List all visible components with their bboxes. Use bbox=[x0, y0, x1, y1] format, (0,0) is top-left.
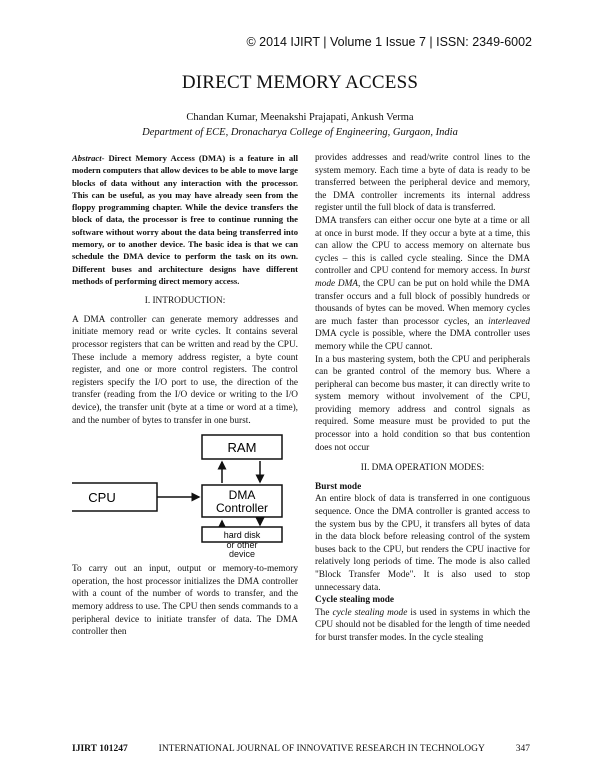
paper-title: DIRECT MEMORY ACCESS bbox=[181, 72, 419, 93]
disk-label-line2: or other bbox=[226, 540, 258, 551]
cycle-pre: The bbox=[315, 607, 333, 618]
p2-em-interleaved: interleaved bbox=[488, 316, 530, 327]
ram-label: RAM bbox=[227, 440, 257, 456]
intro-paragraph-1: A DMA controller can generate memory addresses and initiate memory read or write cycles. It contains several processor registers that can be written and read by the CPU. These include a memory address register, a byte count register, and one or more control registers. The control registers specify the I/O port to use, the direction of the transfer (reading from the I/O device or writing to the I/O device), the transfer unit (byte at a time or word at a time), and the number of bytes to transfer in one burst. bbox=[72, 314, 298, 426]
p2-text-a: DMA transfers can either occur one byte at a time or all at once in burst mode. If they occur a byte at a time, this can allow the CPU to access memory on alternate bus cycles – this is called cycle stealing. Since the DMA controller and CPU contend for memory access. In bbox=[315, 215, 530, 277]
footer-paper-code: IJIRT 101247 bbox=[72, 744, 128, 754]
paper-authors: Chandan Kumar, Meenakshi Prajapati, Ankush Verma bbox=[186, 112, 414, 123]
right-paragraph-3: In a bus mastering system, both the CPU and peripherals can be granted control of the memory bus. Where a peripheral can become bus master, it can directly write to system memory without involvement of the CPU, providing memory address and control signals as required. Some measure must be provided to put the processor into a hold condition so that bus contention does not occur bbox=[315, 354, 530, 453]
p2-em-burst: burst mode DMA bbox=[315, 266, 530, 289]
burst-mode-heading: Burst mode bbox=[315, 481, 362, 492]
right-paragraph-2 bbox=[315, 215, 530, 354]
paper-affiliation: Department of ECE, Dronacharya College of Engineering, Gurgaon, India bbox=[142, 127, 458, 138]
abstract-label: Abstract- bbox=[72, 153, 105, 163]
disk-label-line3: device bbox=[228, 549, 255, 560]
dma-block-diagram bbox=[72, 433, 298, 543]
p2-text-b: , the CPU can be put on hold while the DMA transfer occurs and a full block of possibly hundreds or thousands of bytes can be moved. When memory cycles are much faster than processor cycles, an bbox=[315, 278, 530, 327]
disk-label-line1: hard disk bbox=[223, 530, 261, 541]
section-heading-introduction: I. INTRODUCTION: bbox=[144, 296, 226, 307]
section-heading-operation-modes: II. DMA OPERATION MODES: bbox=[360, 463, 485, 474]
right-paragraph-1: provides addresses and read/write control lines to the system memory. Each time a byte of data is ready to be transferred between the peripheral device and memory, the DMA controller increments its internal address register until the full block of data is transferred. bbox=[315, 153, 530, 214]
disk-extra-labels bbox=[72, 541, 298, 559]
cycle-text: is used in systems in which the CPU should not be disabled for the length of time needed for burst transfer modes. In the cycle stealing bbox=[315, 607, 530, 643]
right-column bbox=[315, 152, 530, 645]
burst-mode-text: An entire block of data is transferred in one contiguous sequence. Once the DMA controller is granted access to the system bus by the CPU, it transfers all bytes of data in the data block before releasing control of the system buses back to the CPU, but renders the CPU inactive for relatively long periods of time. The mode is also called "Block Transfer Mode". It is also used to stop unnecessary data. bbox=[315, 494, 530, 593]
footer-page-number: 347 bbox=[515, 744, 530, 754]
journal-header: © 2014 IJIRT | Volume 1 Issue 7 | ISSN: 2349-6002 bbox=[246, 35, 532, 49]
abstract bbox=[72, 152, 298, 287]
cycle-stealing-heading: Cycle stealing mode bbox=[315, 595, 395, 606]
left-column bbox=[72, 152, 298, 639]
p2-text-c: DMA cycle is possible, where the DMA controller uses memory while the CPU cannot. bbox=[315, 329, 530, 352]
dma-label-line1: DMA bbox=[228, 488, 256, 503]
cpu-label: CPU bbox=[88, 490, 116, 506]
cycle-em: cycle stealing mode bbox=[332, 607, 408, 618]
cycle-stealing-text bbox=[315, 607, 530, 645]
page-footer bbox=[72, 744, 530, 754]
dma-label-line2: Controller bbox=[215, 501, 269, 516]
footer-journal-name: INTERNATIONAL JOURNAL OF INNOVATIVE RESEARCH IN TECHNOLOGY bbox=[158, 744, 485, 754]
abstract-text: Direct Memory Access (DMA) is a feature in all modern computers that allow devices to be able to move large blocks of data without any interaction with the processor. This can be useful, as you may have already seen from the floppy programming chapter. While the device transfers the block of data, the processor is free to continue running the software without worry about the data being transferred into memory, or to another device. The basic idea is that we can schedule the DMA device to perform the task on its own. Different buses and architecture designs have different methods of performing direct memory access. bbox=[72, 153, 298, 286]
intro-paragraph-2: To carry out an input, output or memory-to-memory operation, the host processor initializes the DMA controller with a count of the number of words to transfer, and the memory address to use. The CPU then sends commands to a peripheral device to initiate transfer of data. The DMA controller then bbox=[72, 564, 298, 638]
